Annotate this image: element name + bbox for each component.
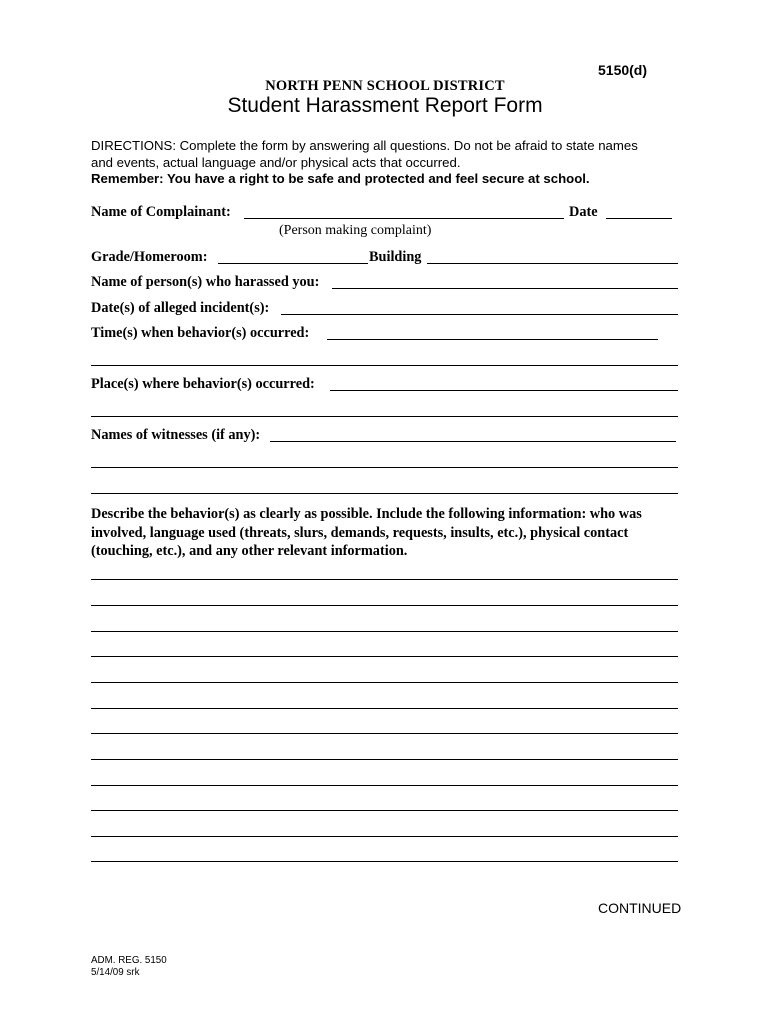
witnesses-field[interactable] <box>270 441 676 442</box>
times-field[interactable] <box>327 339 658 340</box>
description-line[interactable] <box>91 605 678 606</box>
directions-text <box>91 137 638 171</box>
description-line[interactable] <box>91 861 678 862</box>
description-line[interactable] <box>91 682 678 683</box>
complainant-field[interactable] <box>244 218 564 219</box>
description-line[interactable] <box>91 733 678 734</box>
places-field[interactable] <box>330 390 678 391</box>
harasser-label: Name of person(s) who harassed you: <box>91 274 320 290</box>
date-field[interactable] <box>606 218 672 219</box>
description-line[interactable] <box>91 836 678 837</box>
building-field[interactable] <box>427 263 678 264</box>
footer-reg <box>91 955 167 978</box>
description-line[interactable] <box>91 708 678 709</box>
description-line[interactable] <box>91 631 678 632</box>
places-field-line-2[interactable] <box>91 416 678 417</box>
description-line[interactable] <box>91 759 678 760</box>
directions-line-1: DIRECTIONS: Complete the form by answering all questions. Do not be afraid to state names <box>91 138 638 153</box>
times-field-line-2[interactable] <box>91 365 678 366</box>
grade-label: Grade/Homeroom: <box>91 249 208 265</box>
description-line[interactable] <box>91 579 678 580</box>
describe-instructions: Describe the behavior(s) as clearly as possible. Include the following information: who was involved, language used (threats, slurs, demands, requests, insults, etc.), physical contact (touching, etc.), and any other relevant information. <box>91 506 642 559</box>
remember-note: Remember: You have a right to be safe and protected and feel secure at school. <box>91 171 590 186</box>
complainant-label: Name of Complainant: <box>91 204 231 220</box>
incident-dates-label: Date(s) of alleged incident(s): <box>91 300 270 316</box>
incident-dates-field[interactable] <box>281 314 678 315</box>
description-line[interactable] <box>91 785 678 786</box>
continued-label: CONTINUED <box>598 900 682 916</box>
description-line[interactable] <box>91 656 678 657</box>
harasser-field[interactable] <box>332 288 678 289</box>
district-name: NORTH PENN SCHOOL DISTRICT <box>265 78 505 94</box>
footer-date: 5/14/09 srk <box>91 966 140 978</box>
witnesses-label: Names of witnesses (if any): <box>91 427 261 443</box>
complainant-note: (Person making complaint) <box>279 223 432 238</box>
building-label: Building <box>369 249 422 265</box>
witnesses-field-line-2[interactable] <box>91 467 678 468</box>
times-label: Time(s) when behavior(s) occurred: <box>91 325 310 341</box>
directions-line-2: and events, actual language and/or physical acts that occurred. <box>91 155 461 170</box>
places-label: Place(s) where behavior(s) occurred: <box>91 376 315 392</box>
footer-reg-number: ADM. REG. 5150 <box>91 955 167 966</box>
form-title: Student Harassment Report Form <box>227 94 543 117</box>
date-label: Date <box>569 204 598 220</box>
form-code: 5150(d) <box>598 62 648 78</box>
description-line[interactable] <box>91 810 678 811</box>
witnesses-field-line-3[interactable] <box>91 493 678 494</box>
grade-field[interactable] <box>218 263 368 264</box>
